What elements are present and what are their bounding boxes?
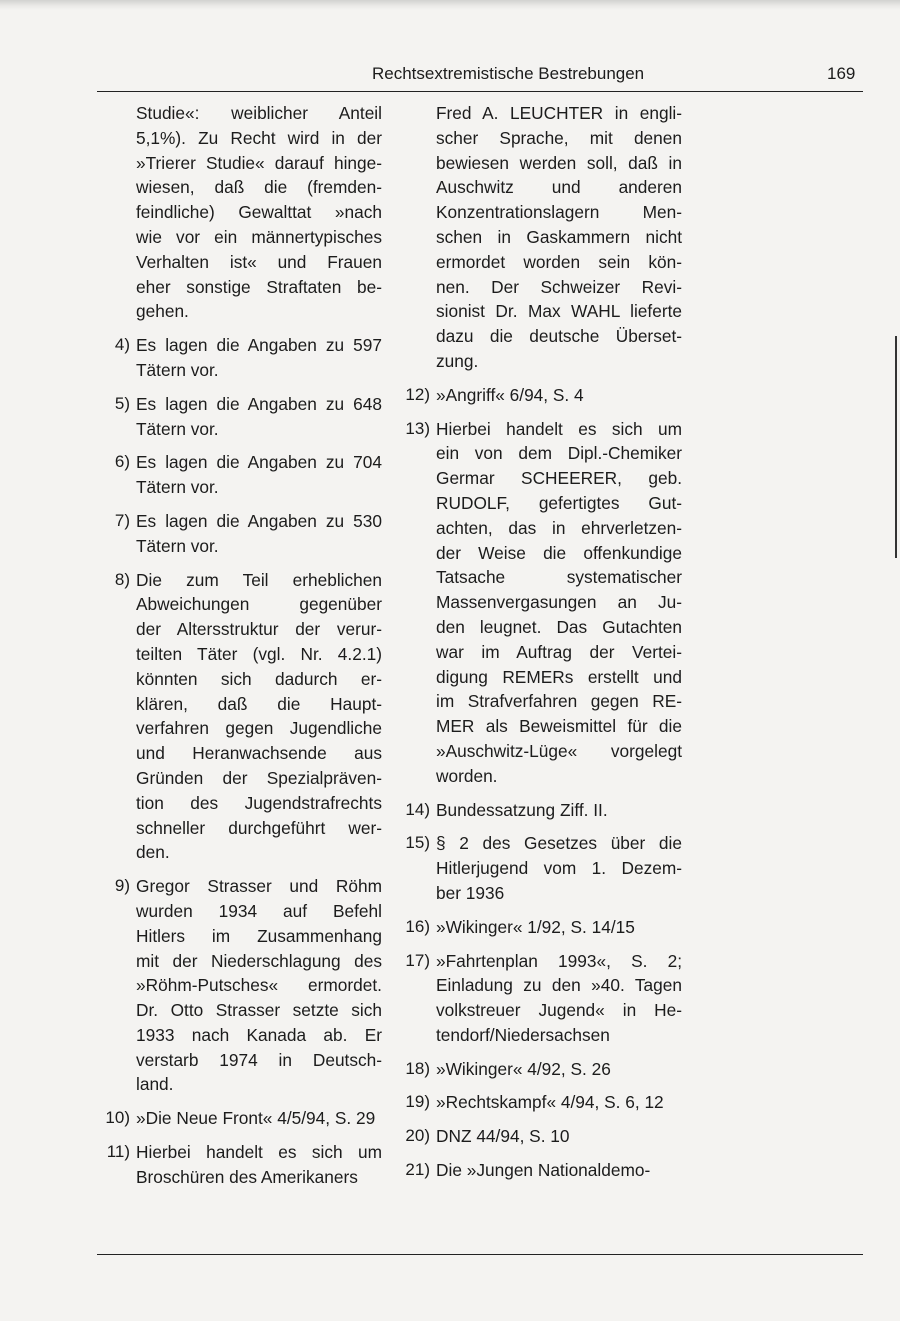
text-line: Hierbei handelt es sich um <box>136 1142 382 1163</box>
text-line: »Fahrtenplan 1993«, S. 2; <box>436 950 682 971</box>
text-line: bewiesen werden soll, daß in <box>436 152 682 173</box>
text-line: § 2 des Gesetzes über die <box>436 833 682 854</box>
footnote-text <box>436 417 682 789</box>
footnote-text <box>436 915 682 940</box>
page-number: 169 <box>827 64 856 83</box>
text-line: Bundessatzung Ziff. II. <box>436 799 608 820</box>
footnote-number: 21) <box>405 1160 430 1180</box>
text-line: Verhalten ist« und Frauen <box>136 251 382 272</box>
text-line: den leugnet. Das Gutachten <box>436 616 682 637</box>
text-line: RUDOLF, gefertigtes Gut- <box>436 492 682 513</box>
text-line: Hitlers im Zusammenhang <box>136 925 382 946</box>
text-line: tion des Jugendstrafrechts <box>136 792 382 813</box>
footnote-text <box>436 949 682 1048</box>
footnote-text <box>136 101 382 324</box>
text-line: dazu die deutsche Überset- <box>436 326 682 347</box>
text-line: Es lagen die Angaben zu 597 <box>136 335 382 356</box>
footnote-text <box>136 509 382 559</box>
text-line: Tatsache systematischer <box>436 567 682 588</box>
text-line: Tätern vor. <box>136 535 219 556</box>
footnote-number: 8) <box>114 569 130 589</box>
text-line: wie vor ein männertypisches <box>136 226 382 247</box>
footer-rule <box>97 1254 863 1255</box>
footnotes-right-column <box>392 101 682 1192</box>
text-line: Einladung zu den »40. Tagen <box>436 975 682 996</box>
footnote-text <box>136 1140 382 1190</box>
footnote-text <box>436 383 682 408</box>
footnote-text <box>436 1124 682 1149</box>
footnote-number: 4) <box>114 335 130 355</box>
footnote-number: 7) <box>114 510 130 530</box>
text-line: der Altersstruktur der verur- <box>136 619 382 640</box>
text-line: Die zum Teil erheblichen <box>136 569 382 590</box>
text-line: klären, daß die Haupt- <box>136 693 382 714</box>
running-head: Rechtsextremistische Bestrebungen <box>372 64 645 83</box>
text-line: zung. <box>436 350 479 371</box>
text-line: MER als Beweismittel für die <box>436 716 682 737</box>
text-line: »Die Neue Front« 4/5/94, S. 29 <box>136 1108 376 1129</box>
footnote-number: 19) <box>405 1092 430 1112</box>
text-line: Konzentrationslagern Men- <box>436 202 682 223</box>
text-line: Fred A. LEUCHTER in engli- <box>436 103 682 123</box>
text-line: und Heranwachsende aus <box>136 743 382 764</box>
footnote <box>92 874 382 1097</box>
text-line: Auschwitz und anderen <box>436 177 682 198</box>
footnote-text <box>436 101 682 374</box>
footnote <box>392 915 682 940</box>
text-line: Tätern vor. <box>136 477 219 498</box>
footnote-continuation <box>392 101 682 374</box>
text-line: verfahren gegen Jugendliche <box>136 718 382 739</box>
footnote-text <box>136 392 382 442</box>
footnote <box>392 1158 682 1183</box>
text-line: Gründen der Spezialpräven- <box>136 767 382 788</box>
text-line: »Rechtskampf« 4/94, S. 6, 12 <box>436 1092 664 1113</box>
text-line: Hitlerjugend vom 1. Dezem- <box>436 858 682 879</box>
footnote <box>92 1106 382 1131</box>
footnote <box>92 333 382 383</box>
text-line: »Röhm-Putsches« ermordet. <box>136 975 382 996</box>
text-line: »Auschwitz-Lüge« vorgelegt <box>436 740 682 761</box>
footnote <box>392 1124 682 1149</box>
text-line: tendorf/Niedersachsen <box>436 1024 610 1045</box>
footnote-number: 11) <box>106 1142 130 1162</box>
footnote <box>92 392 382 442</box>
footnote <box>392 1090 682 1115</box>
text-line: Es lagen die Angaben zu 530 <box>136 510 382 531</box>
text-line: Abweichungen gegenüber <box>136 594 382 615</box>
footnote-number: 18) <box>405 1058 430 1078</box>
footnote-number: 16) <box>405 916 430 936</box>
footnote-number: 12) <box>405 384 430 404</box>
footnote-number: 13) <box>405 418 430 438</box>
text-line: DNZ 44/94, S. 10 <box>436 1126 570 1147</box>
text-line: Massenvergasungen an Ju- <box>436 592 682 613</box>
text-line: 1933 nach Kanada ab. Er <box>136 1024 382 1045</box>
text-line: Es lagen die Angaben zu 648 <box>136 393 382 414</box>
footnotes-left-column <box>92 101 382 1199</box>
text-line: gehen. <box>136 301 189 322</box>
footnote-text <box>136 874 382 1097</box>
footnote-text <box>136 568 382 866</box>
text-line: sionist Dr. Max WAHL lieferte <box>436 301 682 322</box>
text-line: im Strafverfahren gegen RE- <box>436 691 682 712</box>
footnote <box>392 417 682 789</box>
footnote <box>92 568 382 866</box>
text-line: schen in Gaskammern nicht <box>436 226 682 247</box>
text-line: Tätern vor. <box>136 418 219 439</box>
text-line: volkstreuer Jugend« in He- <box>436 1000 682 1021</box>
footnote <box>392 831 682 905</box>
footnote-continuation <box>92 101 382 324</box>
text-line: Studie«: weiblicher Anteil <box>136 103 382 123</box>
footnote-number: 17) <box>405 950 430 970</box>
footnote-number: 20) <box>405 1126 430 1146</box>
text-line: der Weise die offenkundige <box>436 542 682 563</box>
text-line: schneller durchgeführt wer- <box>136 817 382 838</box>
text-line: »Wikinger« 1/92, S. 14/15 <box>436 916 635 937</box>
text-line: eher sonstige Straftaten be- <box>136 276 382 297</box>
footnote-text <box>436 1057 682 1082</box>
text-line: nen. Der Schweizer Revi- <box>436 276 682 297</box>
text-line: achten, das in ehrverletzen- <box>436 517 682 538</box>
text-line: »Wikinger« 4/92, S. 26 <box>436 1058 611 1079</box>
text-line: wurden 1934 auf Befehl <box>136 900 382 921</box>
footnote <box>92 1140 382 1190</box>
text-line: wiesen, daß die (fremden- <box>136 177 382 198</box>
header-rule <box>97 91 863 92</box>
text-line: worden. <box>436 765 498 786</box>
text-line: Die »Jungen Nationaldemo- <box>436 1160 651 1181</box>
footnote <box>392 949 682 1048</box>
footnote-number: 9) <box>114 876 130 896</box>
footnote-text <box>136 1106 382 1131</box>
footnote <box>392 1057 682 1082</box>
footnote-number: 5) <box>114 393 130 413</box>
footnote <box>392 383 682 408</box>
footnote-number: 14) <box>405 799 430 819</box>
text-line: Broschüren des Amerikaners <box>136 1166 358 1187</box>
text-line: Germar SCHEERER, geb. <box>436 468 682 489</box>
text-line: land. <box>136 1074 174 1095</box>
footnote-text <box>436 1090 682 1115</box>
footnote-text <box>436 831 682 905</box>
text-line: Gregor Strasser und Röhm <box>136 876 382 897</box>
text-line: war im Auftrag der Vertei- <box>436 641 682 662</box>
text-line: Es lagen die Angaben zu 704 <box>136 452 382 473</box>
text-line: digung REMERs erstellt und <box>436 666 682 687</box>
text-line: Dr. Otto Strasser setzte sich <box>136 1000 382 1021</box>
text-line: mit der Niederschlagung des <box>136 950 382 971</box>
margin-mark <box>895 336 897 558</box>
text-line: ermordet worden sein kön- <box>436 251 682 272</box>
text-line: könnten sich dadurch er- <box>136 668 382 689</box>
footnote <box>92 509 382 559</box>
text-line: ein von dem Dipl.-Chemiker <box>436 443 682 464</box>
footnote-text <box>136 333 382 383</box>
footnote-text <box>436 798 682 823</box>
text-line: scher Sprache, mit denen <box>436 127 682 148</box>
text-line: feindliche) Gewalttat »nach <box>136 202 382 223</box>
footnote-number: 10) <box>105 1108 130 1128</box>
text-line: ber 1936 <box>436 882 505 903</box>
footnote <box>92 450 382 500</box>
text-line: verstarb 1974 in Deutsch- <box>136 1049 382 1070</box>
text-line: 5,1%). Zu Recht wird in der <box>136 127 382 148</box>
text-line: »Angriff« 6/94, S. 4 <box>436 384 584 405</box>
text-line: Tätern vor. <box>136 359 219 380</box>
text-line: den. <box>136 842 170 863</box>
text-line: »Trierer Studie« darauf hinge- <box>136 152 382 173</box>
footnote-text <box>136 450 382 500</box>
footnote-number: 6) <box>114 452 130 472</box>
footnote-text <box>436 1158 682 1183</box>
footnote <box>392 798 682 823</box>
text-line: Hierbei handelt es sich um <box>436 418 682 439</box>
text-line: teilten Täter (vgl. Nr. 4.2.1) <box>136 643 382 664</box>
footnote-number: 15) <box>405 833 430 853</box>
